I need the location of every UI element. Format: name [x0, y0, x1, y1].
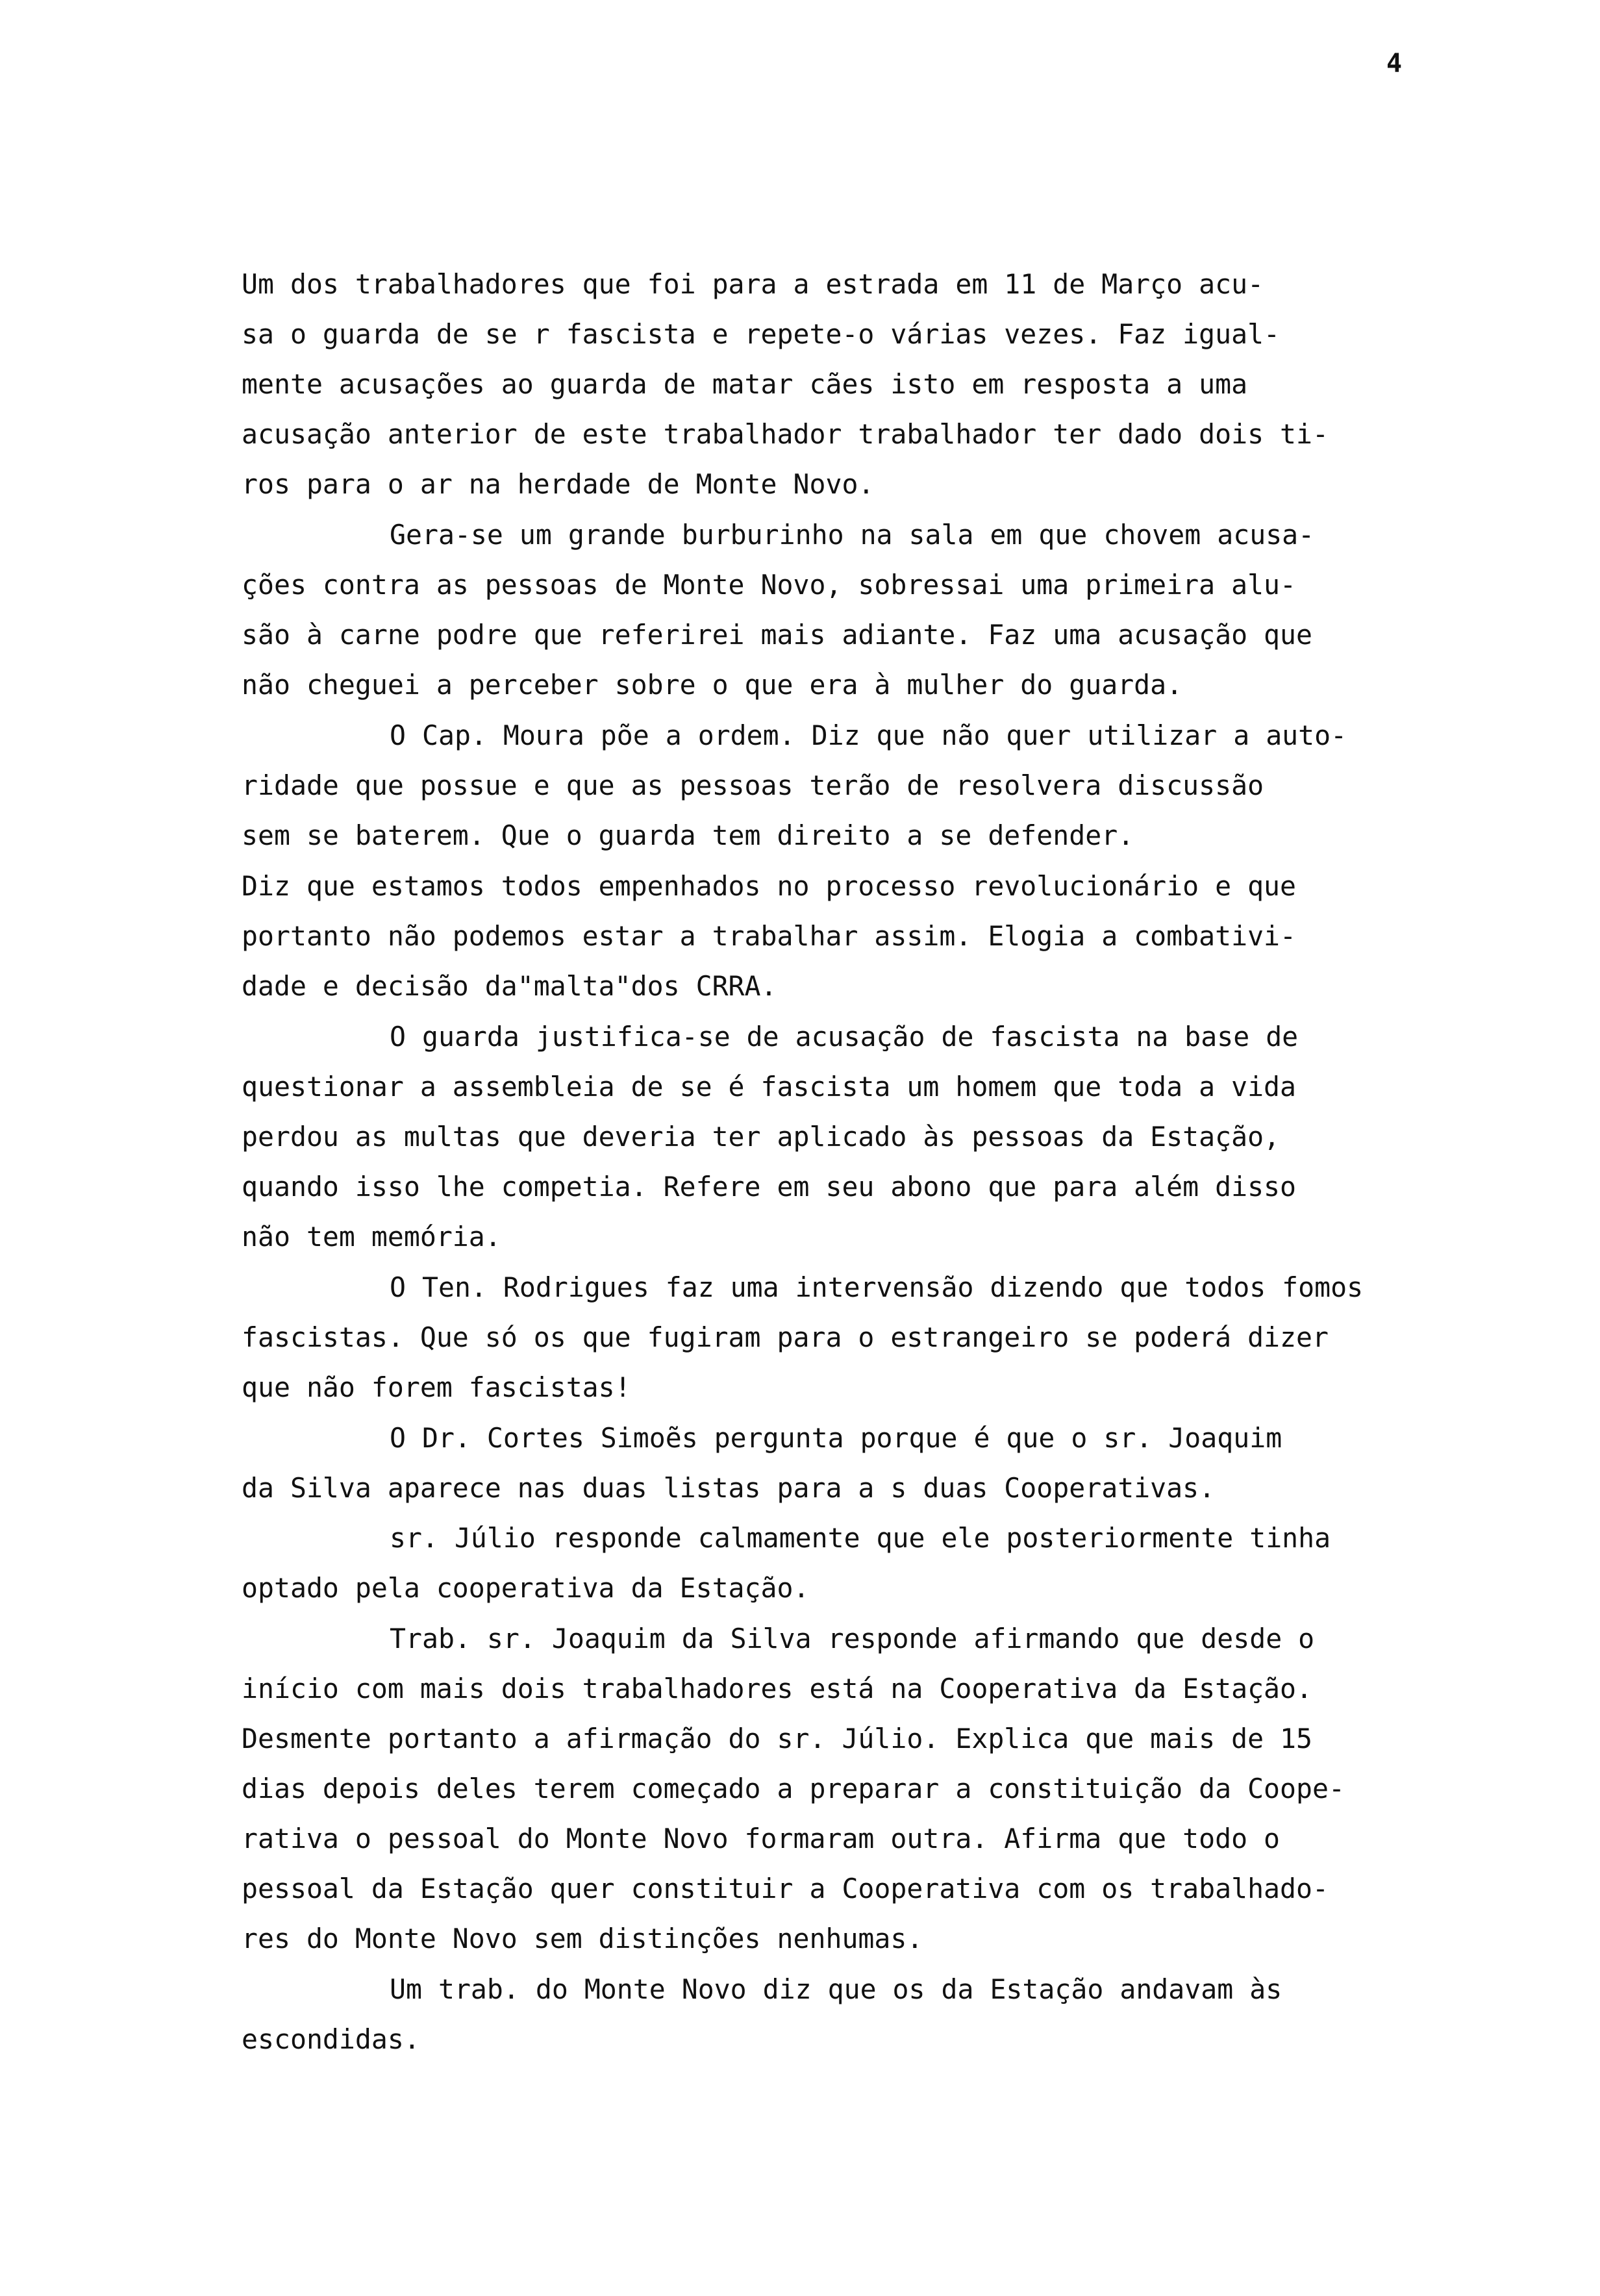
text-line: início com mais dois trabalhadores está na Cooperativa da Estação.	[242, 1673, 1313, 1704]
paragraph-first-line: sr. Júlio responde calmamente que ele posteriormente tinha	[390, 1522, 1331, 1554]
text-line: dias depois deles terem começado a preparar a constituição da Coope-	[242, 1773, 1345, 1804]
text-line: não cheguei a perceber sobre o que era à mulher do guarda.	[242, 669, 1183, 701]
paragraph-first-line: Trab. sr. Joaquim da Silva responde afirmando que desde o	[390, 1623, 1315, 1654]
paragraph-first-line: Gera-se um grande burburinho na sala em que chovem acusa-	[390, 519, 1315, 551]
text-line: sem se baterem. Que o guarda tem direito a se defender.	[242, 819, 1134, 851]
paragraph-first-line: O Dr. Cortes Simoẽs pergunta porque é que o sr. Joaquim	[390, 1422, 1282, 1454]
paragraph-first-line: O Cap. Moura põe a ordem. Diz que não quer utilizar a auto-	[390, 719, 1347, 751]
text-line: que não forem fascistas!	[242, 1371, 631, 1403]
text-line: mente acusações ao guarda de matar cães isto em resposta a uma	[242, 368, 1248, 400]
text-line: Um dos trabalhadores que foi para a estrada em 11 de Março acu-	[242, 268, 1264, 300]
text-line: acusação anterior de este trabalhador trabalhador ter dado dois ti-	[242, 418, 1329, 450]
text-line: ridade que possue e que as pessoas terão de resolvera discussão	[242, 769, 1264, 801]
text-line: dade e decisão da"malta"dos CRRA.	[242, 970, 777, 1002]
text-line: questionar a assembleia de se é fascista um homem que toda a vida	[242, 1071, 1297, 1103]
text-line: da Silva aparece nas duas listas para a s duas Cooperativas.	[242, 1472, 1216, 1504]
text-line: optado pela cooperativa da Estação.	[242, 1572, 810, 1604]
paragraph-first-line: O guarda justifica-se de acusação de fascista na base de	[390, 1021, 1299, 1053]
text-line: escondidas.	[242, 2023, 420, 2055]
text-line: ções contra as pessoas de Monte Novo, sobressai uma primeira alu-	[242, 569, 1297, 601]
text-line: sa o guarda de se r fascista e repete-o várias vezes. Faz igual-	[242, 318, 1281, 350]
text-line: são à carne podre que referirei mais adiante. Faz uma acusação que	[242, 619, 1313, 651]
text-line: Desmente portanto a afirmação do sr. Júlio. Explica que mais de 15	[242, 1723, 1313, 1754]
text-line: ros para o ar na herdade de Monte Novo.	[242, 468, 875, 500]
text-line: fascistas. Que só os que fugiram para o estrangeiro se poderá dizer	[242, 1321, 1329, 1353]
text-line: rativa o pessoal do Monte Novo formaram outra. Afirma que todo o	[242, 1823, 1281, 1854]
text-line: Diz que estamos todos empenhados no processo revolucionário e que	[242, 870, 1297, 902]
paragraph-first-line: Um trab. do Monte Novo diz que os da Estação andavam às	[390, 1973, 1282, 2005]
text-line: não tem memória.	[242, 1221, 501, 1253]
text-line: pessoal da Estação quer constituir a Cooperativa com os trabalhado-	[242, 1873, 1329, 1904]
text-line: portanto não podemos estar a trabalhar assim. Elogia a combativi-	[242, 920, 1297, 952]
text-line: perdou as multas que deveria ter aplicado às pessoas da Estação,	[242, 1121, 1281, 1153]
page-number: 4	[1386, 49, 1403, 79]
paragraph-first-line: O Ten. Rodrigues faz uma intervensão dizendo que todos fomos	[390, 1271, 1364, 1303]
text-line: res do Monte Novo sem distinções nenhumas.	[242, 1923, 923, 1954]
text-line: quando isso lhe competia. Refere em seu abono que para além disso	[242, 1171, 1297, 1203]
